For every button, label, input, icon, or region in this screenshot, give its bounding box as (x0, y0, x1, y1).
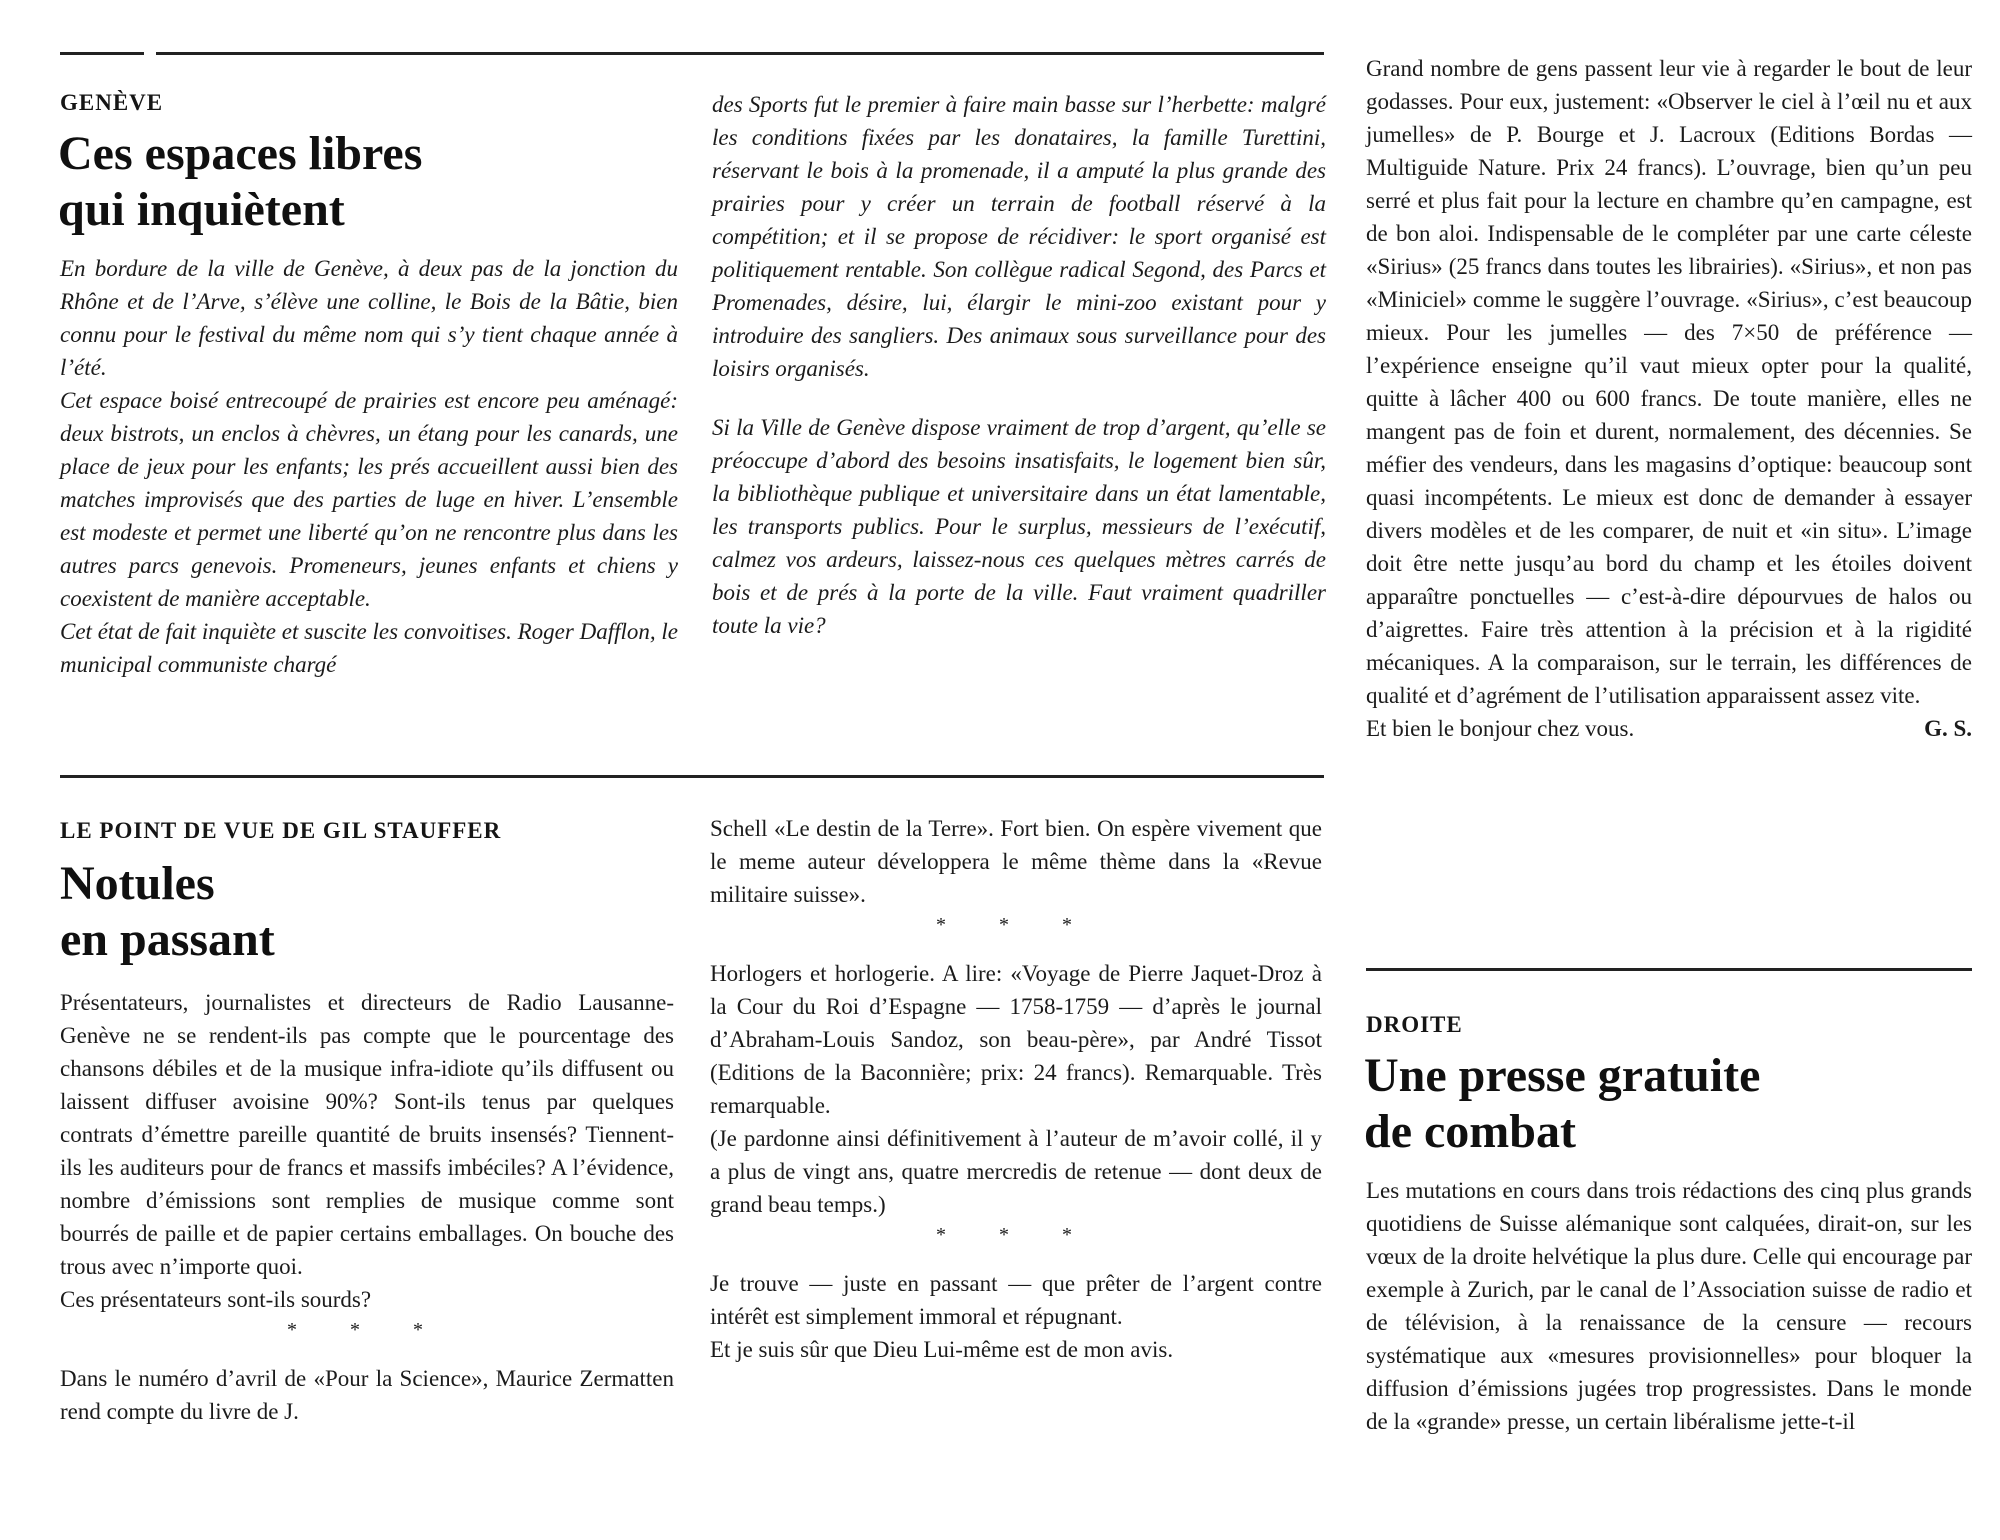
article1-paragraph: des Sports fut le premier à faire main basse sur l’herbette: malgré les conditions fixées par les donataires, la famille Turettini, réservant le bois à la promenade, il a amputé la plus grande des prairies pour y créer un terrain de football réservé à la compétition; et il se propose de récidiver: le sport organisé est politiquement rentable. Son collègue radical Segond, des Parcs et Promenades, désire, lui, élargir le mini-zoo existant pour y introduire des sangliers. Des animaux sous surveillance pour des loisirs organisés. (712, 92, 1326, 381)
article2-title (60, 856, 275, 968)
article3-title-line2: de combat (1364, 1105, 1576, 1158)
article2-paragraph: Présentateurs, journalistes et directeurs de Radio Lausanne-Genève ne se rendent-ils pas compte que le pourcentage des chansons débiles et de la musique infra-idiote qu’ils diffusent ou laissent diffuser avoisine 90%? Sont-ils tenus par quelques contrats d’émettre pareille quantité de bruits insensés? Tiennent-ils les auditeurs pour de francs et massifs imbéciles? A l’évidence, nombre d’émissions sont remplies de musique comme sont bourrés de paille et de papier certains emballages. On bouche des trous avec n’importe quoi. (60, 990, 674, 1279)
column3-closing: Et bien le bonjour chez vous. (1366, 716, 1635, 741)
article2-title-line2: en passant (60, 913, 275, 966)
article2-column2 (710, 812, 1322, 1366)
top-rule-long (156, 52, 1324, 55)
column3-paragraph: Grand nombre de gens passent leur vie à regarder le bout de leur godasses. Pour eux, justement: «Observer le ciel à l’œil nu et aux jumelles» de P. Bourge et J. Lacroux (Editions Bordas — Multiguide Nature. Prix 24 francs). L’ouvrage, bien qu’un peu serré et plus fait pour la lecture en chambre qu’en campagne, est de bon aloi. Indispensable de le compléter par une carte céleste «Sirius» (25 francs dans toutes les librairies). «Sirius», et non pas «Miniciel» comme le suggère l’ouvrage. «Sirius», c’est beaucoup mieux. Pour les jumelles — des 7×50 de préférence — l’expérience enseigne qu’il vaut mieux opter pour la qualité, quitte à lâcher 400 ou 600 francs. De toute manière, elles ne mangent pas de foin et durent, normalement, des décennies. Se méfier des vendeurs, dans les magasins d’optique: beaucoup sont quasi incompétents. Le mieux est donc de demander à essayer divers modèles et de les comparer, de nuit et «in situ». L’image doit être nette jusqu’au bord du champ et les étoiles doivent apparaître ponctuelles — c’est-à-dire dépourvues de halos ou d’aigrettes. Faire très attention à la précision et à la rigidité mécaniques. A la comparaison, sur le terrain, les différences de qualité et d’agrément de l’utilisation apparaissent assez vite. (1366, 56, 1972, 708)
right-section-rule (1366, 968, 1972, 971)
top-rule-short (60, 52, 144, 55)
article2-paragraph: Je trouve — juste en passant — que prêter de l’argent contre intérêt est simplement immoral et répugnant. (710, 1271, 1322, 1329)
article1-paragraph: Cet espace boisé entrecoupé de prairies est encore peu aménagé: deux bistrots, un enclos à chèvres, un étang pour les canards, une place de jeux pour les enfants; les prés accueillent aussi bien des matches improvisés que des parties de luge en hiver. L’ensemble est modeste et permet une liberté qu’on ne rencontre plus dans les autres parcs genevois. Promeneurs, jeunes enfants et chiens y coexistent de manière acceptable. (60, 388, 678, 611)
section-rule (60, 775, 1324, 778)
article2-paragraph: Ces présentateurs sont-ils sourds? (60, 1287, 372, 1312)
article1-column1 (60, 252, 678, 681)
article1-title (58, 126, 422, 238)
article1-title-line1: Ces espaces libres (58, 127, 423, 180)
section-separator: * * * (287, 1319, 447, 1341)
article1-paragraph: En bordure de la ville de Genève, à deux pas de la jonction du Rhône et de l’Arve, s’élève une colline, le Bois de la Bâtie, bien connu pour le festival du même nom qui s’y tient chaque année à l’été. (60, 256, 678, 380)
article3-kicker: DROITE (1366, 1012, 1463, 1037)
article1-kicker: GENÈVE (60, 90, 164, 115)
column3-text (1366, 52, 1972, 745)
section-separator: * * * (936, 1224, 1096, 1246)
article3-title-line1: Une presse gratuite (1364, 1049, 1761, 1102)
article2-paragraph: Dans le numéro d’avril de «Pour la Science», Maurice Zermatten rend compte du livre de J. (60, 1366, 674, 1424)
article1-paragraph: Si la Ville de Genève dispose vraiment de trop d’argent, qu’elle se préoccupe d’abord des besoins insatisfaits, le logement bien sûr, la bibliothèque publique et universitaire dans un état lamentable, les transports publics. Pour le surplus, messieurs de l’exécutif, calmez vos ardeurs, laissez-nous ces quelques mètres carrés de bois et de prés à la porte de la ville. Faut vraiment quadriller toute la vie? (712, 415, 1326, 638)
article3-paragraph: Les mutations en cours dans trois rédactions des cinq plus grands quotidiens de Suisse alémanique sont calquées, dirait-on, sur les vœux de la droite helvétique la plus dure. Celle qui encourage par exemple à Zurich, par le canal de l’Association suisse de radio et de télévision, à la renaissance de la censure — recours systématique aux «mesures provisionnelles» pour bloquer la diffusion d’émissions jugées trop progressistes. Dans le monde de la «grande» presse, un certain libéralisme jette-t-il (1366, 1178, 1972, 1434)
column3-signature: G. S. (1924, 716, 1972, 741)
article2-title-line1: Notules (60, 857, 215, 910)
article2-paragraph: Schell «Le destin de la Terre». Fort bien. On espère vivement que le meme auteur développera le même thème dans la «Revue militaire suisse». (710, 816, 1322, 907)
article2-kicker: LE POINT DE VUE DE GIL STAUFFER (60, 818, 502, 843)
article2-column1 (60, 986, 674, 1428)
column3-signoff (1366, 712, 1972, 745)
article2-paragraph: Et je suis sûr que Dieu Lui-même est de mon avis. (710, 1337, 1174, 1362)
article1-paragraph: Cet état de fait inquiète et suscite les convoitises. Roger Dafflon, le municipal communiste chargé (60, 619, 678, 677)
article2-paragraph: (Je pardonne ainsi définitivement à l’auteur de m’avoir collé, il y a plus de vingt ans, quatre mercredis de retenue — dont deux de grand beau temps.) (710, 1126, 1322, 1217)
article3-text (1366, 1174, 1972, 1438)
article3-title (1364, 1048, 1760, 1160)
section-separator: * * * (936, 914, 1096, 936)
article1-title-line2: qui inquiètent (58, 183, 345, 236)
article1-column2 (712, 88, 1326, 642)
article2-paragraph: Horlogers et horlogerie. A lire: «Voyage de Pierre Jaquet-Droz à la Cour du Roi d’Espagne — 1758-1759 — d’après le journal d’Abraham-Louis Sandoz, son beau-père», par André Tissot (Editions de la Baconnière; prix: 24 francs). Remarquable. Très remarquable. (710, 961, 1322, 1118)
